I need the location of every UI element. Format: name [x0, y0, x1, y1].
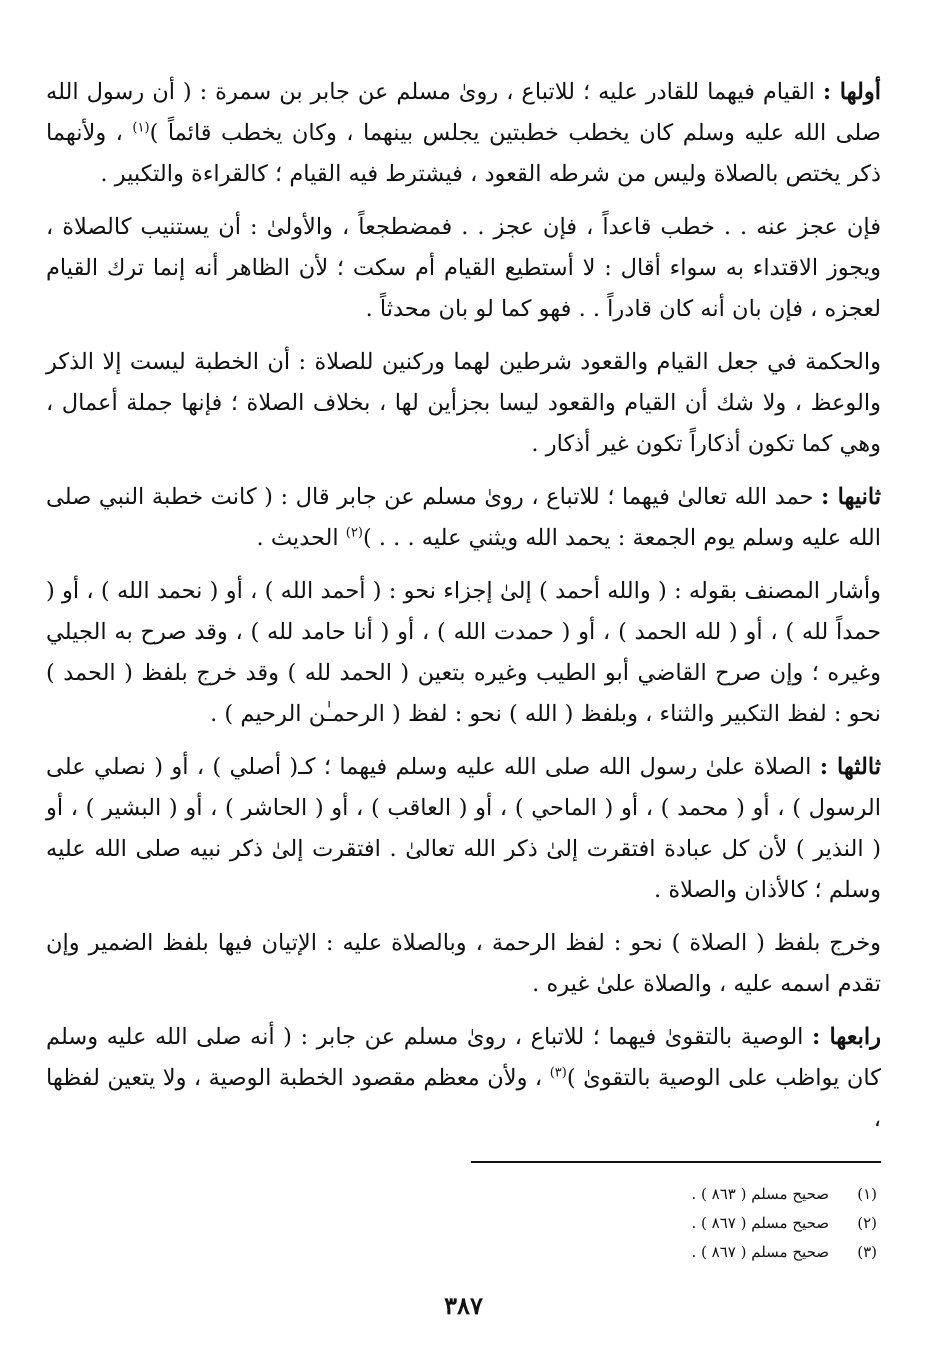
- paragraph-1: [46, 72, 881, 195]
- footnote-item: [277, 1180, 877, 1209]
- paragraph-lead: رابعها :: [811, 1024, 881, 1050]
- paragraph-6: [46, 747, 881, 911]
- paragraph-text: ، ولأنهما ذكر يختص بالصلاة وليس من شرطه القعود ، فيشترط فيه القيام ؛ كالقراءة والتكبير .: [46, 120, 881, 187]
- paragraph-8: [46, 1017, 881, 1140]
- footnote-reference[interactable]: (٣): [549, 1065, 567, 1081]
- paragraph-text: القيام فيهما للقادر عليه ؛ للاتباع ، روىٰ مسلم عن جابر بن سمرة : ( أن رسول الله صلى الله عليه وسلم كان يخطب خطبتين يجلس بينهما ، وكان يخطب قائماً ): [46, 79, 881, 146]
- paragraph-text: والحكمة في جعل القيام والقعود شرطين لهما وركنين للصلاة : أن الخطبة ليست إلا الذكر والوعظ ، ولا شك أن القيام والقعود ليسا بجزأين لها ، بخلاف الصلاة ؛ فإنها جملة أعمال ، وهي كما تكون أذكاراً تكون غير أذكار .: [46, 349, 881, 457]
- footnote-separator: [471, 1161, 881, 1163]
- paragraph-text: وخرج بلفظ ( الصلاة ) نحو : لفظ الرحمة ، وبالصلاة عليه : الإتيان فيها بلفظ الضمير وإن تقدم اسمه عليه ، والصلاة علىٰ غيره .: [46, 930, 881, 997]
- paragraph-lead: أولها :: [822, 79, 881, 105]
- paragraph-lead: ثانيها :: [821, 484, 881, 510]
- footnotes: [277, 1180, 877, 1267]
- paragraph-2: [46, 207, 881, 330]
- paragraph-3: [46, 342, 881, 465]
- paragraph-text: الوصية بالتقوىٰ فيهما ؛ للاتباع ، روىٰ مسلم عن جابر : ( أنه صلى الله عليه وسلم كان يواظب على الوصية بالتقوىٰ ): [46, 1024, 881, 1091]
- paragraph-text: الحديث .: [256, 525, 346, 551]
- footnote-reference[interactable]: (١): [132, 120, 150, 136]
- paragraph-lead: ثالثها :: [819, 754, 881, 780]
- paragraph-text: فإن عجز عنه . . خطب قاعداً ، فإن عجز . . فمضطجعاً ، والأولىٰ : أن يستنيب كالصلاة ، ويجوز الاقتداء به سواء أقال : لا أستطيع القيام أم سكت ؛ لأن الظاهر أنه إنما ترك القيام لعجزه ، فإن بان أنه كان قادراً . . فهو كما لو بان محدثاً .: [46, 214, 881, 322]
- paragraph-4: [46, 477, 881, 559]
- footnote-number: (٢): [857, 1214, 877, 1232]
- main-text: [46, 72, 881, 1140]
- footnote-text: صحيح مسلم ( ٨٦٧ ) .: [691, 1243, 829, 1261]
- footnote-number: (٣): [857, 1243, 877, 1261]
- paragraph-text: حمد الله تعالىٰ فيهما ؛ للاتباع ، روىٰ مسلم عن جابر قال : ( كانت خطبة النبي صلى الله عليه وسلم يوم الجمعة : يحمد الله ويثني عليه . . . ): [46, 484, 881, 551]
- paragraph-7: [46, 923, 881, 1005]
- paragraph-5: [46, 571, 881, 735]
- paragraph-text: ، ولأن معظم مقصود الخطبة الوصية ، ولا يتعين لفظها ،: [46, 1065, 881, 1132]
- footnote-item: [277, 1209, 877, 1238]
- page-number: ٣٨٧: [444, 1291, 483, 1320]
- footnote-number: (١): [857, 1185, 877, 1203]
- footnote-item: [277, 1238, 877, 1267]
- paragraph-text: وأشار المصنف بقوله : ( والله أحمد ) إلىٰ إجزاء نحو : ( أحمد الله ) ، أو ( نحمد الله ) ، أو ( حمداً لله ) ، أو ( لله الحمد ) ، أو ( حمدت الله ) ، أو ( أنا حامد لله ) ، وقد صرح به الجيلي وغيره ؛ وإن صرح القاضي أبو الطيب وغيره بتعين ( الحمد لله ) وقد خرج بلفظ ( الحمد ) نحو : لفظ التكبير والثناء ، وبلفظ ( الله ) نحو : لفظ ( الرحمـٰن الرحيم ) .: [46, 578, 881, 727]
- paragraph-text: الصلاة علىٰ رسول الله صلى الله عليه وسلم فيهما ؛ كـ( أصلي ) ، أو ( نصلي على الرسول ) ، أو ( محمد ) ، أو ( الماحي ) ، أو ( العاقب ) ، أو ( الحاشر ) ، أو ( البشير ) ، أو ( النذير ) لأن كل عبادة افتقرت إلىٰ ذكر الله تعالىٰ . افتقرت إلىٰ ذكر نبيه صلى الله عليه وسلم ؛ كالأذان والصلاة .: [46, 754, 881, 903]
- footnote-text: صحيح مسلم ( ٨٦٣ ) .: [691, 1185, 829, 1203]
- footnote-text: صحيح مسلم ( ٨٦٧ ) .: [691, 1214, 829, 1232]
- footnote-reference[interactable]: (٢): [345, 525, 363, 541]
